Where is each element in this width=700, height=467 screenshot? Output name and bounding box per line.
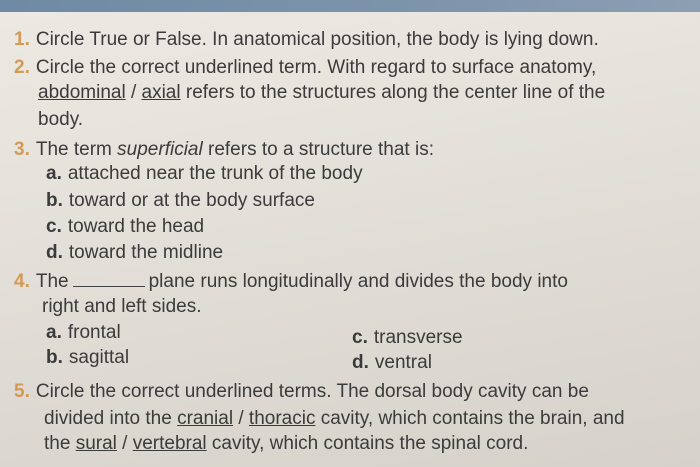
term-separator: / [233, 408, 249, 429]
term-option-axial[interactable]: axial [141, 82, 181, 103]
option-letter: c. [46, 216, 62, 237]
option-text: toward the midline [68, 242, 224, 263]
question-5-line-3 [44, 432, 528, 456]
question-text: plane runs longitudinally and divides the body into [148, 271, 568, 292]
question-2-line-1 [14, 56, 596, 80]
answer-option[interactable] [352, 326, 463, 350]
option-letter: a. [46, 322, 62, 343]
term-separator: / [125, 82, 142, 103]
question-5-line-2 [44, 407, 625, 431]
option-text: ventral [374, 352, 432, 373]
question-text: right and left sides. [42, 296, 202, 317]
option-letter: b. [46, 347, 63, 368]
term-option-abdominal[interactable]: abdominal [38, 82, 126, 103]
option-letter: d. [46, 242, 63, 263]
question-2-line-3 [38, 108, 83, 132]
option-text: toward or at the body surface [68, 190, 315, 211]
question-text: Circle the correct underlined term. With regard to surface anatomy, [35, 57, 597, 78]
question-text: the [44, 433, 76, 454]
question-text: body. [38, 109, 84, 130]
term-separator: / [116, 433, 133, 454]
question-1 [14, 28, 599, 52]
question-number: 4. [14, 271, 30, 292]
option-text: transverse [373, 327, 463, 348]
option-letter: d. [352, 352, 369, 373]
answer-option[interactable] [46, 189, 315, 213]
term-option-vertebral[interactable]: vertebral [132, 433, 207, 454]
question-text: Circle True or False. In anatomical position, the body is lying down. [35, 29, 599, 50]
term-option-sural[interactable]: sural [75, 433, 117, 454]
answer-option[interactable] [46, 215, 204, 239]
question-4-line-2 [42, 295, 201, 319]
question-text: cavity, which contains the spinal cord. [206, 433, 529, 454]
question-3 [14, 138, 434, 162]
option-text: attached near the trunk of the body [67, 163, 363, 184]
fill-in-blank[interactable] [73, 270, 145, 287]
option-letter: b. [46, 190, 63, 211]
term-option-cranial[interactable]: cranial [177, 408, 234, 429]
option-text: frontal [67, 322, 121, 343]
question-text: refers to a structure that is: [202, 139, 434, 160]
option-letter: a. [46, 163, 62, 184]
term-option-thoracic[interactable]: thoracic [248, 408, 316, 429]
option-text: sagittal [68, 347, 130, 368]
question-4-line-1 [14, 270, 568, 294]
answer-option[interactable] [46, 241, 223, 265]
question-text: The term [35, 139, 118, 160]
question-2-line-2 [38, 81, 605, 105]
question-number: 2. [14, 57, 30, 78]
question-text: Circle the correct underlined terms. The dorsal body cavity can be [35, 381, 589, 402]
question-number: 5. [14, 381, 30, 402]
option-text: toward the head [67, 216, 205, 237]
answer-option[interactable] [352, 351, 432, 375]
answer-option[interactable] [46, 162, 363, 186]
question-text: The [35, 271, 69, 292]
question-term: superficial [117, 139, 203, 160]
question-5-line-1 [14, 380, 589, 404]
question-text: refers to the structures along the center line of the [180, 82, 606, 103]
question-text: divided into the [44, 408, 178, 429]
answer-option[interactable] [46, 321, 121, 345]
question-number: 1. [14, 29, 30, 50]
answer-option[interactable] [46, 346, 129, 370]
question-number: 3. [14, 139, 30, 160]
option-letter: c. [352, 327, 368, 348]
page-top-band [0, 0, 700, 12]
question-text: cavity, which contains the brain, and [315, 408, 625, 429]
